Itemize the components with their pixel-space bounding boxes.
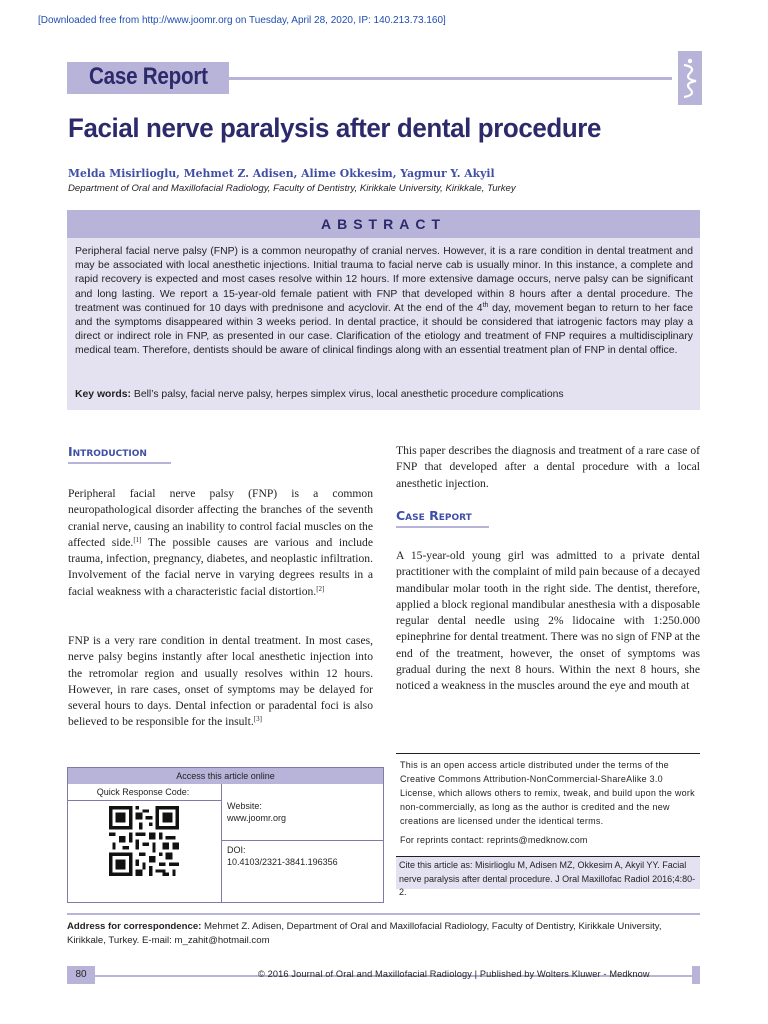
intro-p2-text: FNP is a very rare condition in dental treatment. In most cases, nerve palsy begins instantly after local anesthetic injection into the retromolar region and usually resolves within 12 hours. However, in rare cases, onset of symptoms may be delayed for several hours to days. Dental infection or paradental foci is also believed to be responsible for the insult. bbox=[68, 634, 373, 729]
access-column-divider bbox=[221, 784, 222, 902]
introduction-paragraph-1 bbox=[68, 486, 373, 600]
right-intro-paragraph: This paper describes the diagnosis and treatment of a rare case of FNP that developed after a dental procedure with a local anesthetic injection. bbox=[396, 444, 700, 490]
journal-logo-icon bbox=[678, 51, 702, 105]
open-access-rule bbox=[396, 753, 700, 754]
website-link[interactable]: www.joomr.org bbox=[227, 813, 287, 823]
keywords-list: Bell’s palsy, facial nerve palsy, herpes simplex virus, local anesthetic procedure complications bbox=[131, 389, 564, 400]
abstract-text-part2: day, movement began to return to her face and the symptoms disappeared within 3 weeks period. In dental practice, it should be considered that iatrogenic factors may play a direct or indirect role in FNP, as presented in our case. Clarification of the etiology and treatment of FNP requires a multidisciplinary medical team. Therefore, dentists should be aware of clinical findings along with an essential treatment plan of FNP in dental office. bbox=[75, 302, 693, 357]
citation-ref[interactable]: [2] bbox=[316, 584, 325, 593]
citation-ref[interactable]: [1] bbox=[133, 535, 142, 544]
access-heading: Access this article online bbox=[68, 768, 383, 784]
case-report-paragraph: A 15-year-old young girl was admitted to a private dental practitioner with the complaint of mild pain because of a decayed mandibular molar tooth in the right side. The dentist, therefore, applied a block regional mandibular anesthesia with a disposable regular dental needle using 2% lidocaine with 1:250.000 epinephrine for dental treatment. There was no sign of FNP at the end of the treatment, however, the onset of symptoms was gradual during the next 8 hours. Within the next 8 hours, she noticed a weakness in the muscles around the eye and mouth at bbox=[396, 549, 700, 693]
intro-p1-text-a: Peripheral facial nerve palsy (FNP) is a common neuropathological disorder affecting the branches of the seventh cranial nerve, causing an inability to control facial muscles on the affected side. bbox=[68, 487, 373, 549]
website-divider bbox=[222, 840, 383, 841]
case-report-heading: Case Report bbox=[396, 508, 472, 523]
article-title: Facial nerve paralysis after dental procedure bbox=[68, 113, 602, 143]
footer-tab bbox=[692, 966, 700, 984]
page-number: 80 bbox=[67, 966, 95, 984]
abstract-text-part1: Peripheral facial nerve palsy (FNP) is a common neuropathy of cranial nerves. However, it is a rare condition in dental treatment and may be associated with local anesthetic injections. Initial trauma to facial nerve cab is usually minor. In this instance, a complete and rapid recovery is expected and most cases resolve within 12 hours. If more extensive damage occurs, nerve palsy can be significant and long lasting. We report a 15-year-old female patient with FNP that developed within 8 hours after a dental procedure. The treatment was continued for 10 days with prednisone and acyclovir. At the end of the 4 bbox=[75, 246, 693, 314]
keywords-label: Key words: bbox=[75, 389, 132, 400]
intro-p1-text-b: The possible causes are various and include trauma, infection, pregnancy, diabetes, and neoplastic infiltration. Involvement of the facial nerve in varying degrees results in a facial weakness with a characteristic facial distortion. bbox=[68, 535, 373, 598]
qr-label: Quick Response Code: bbox=[96, 787, 190, 797]
address-text: Mehmet Z. Adisen, Department of Oral and Maxillofacial Radiology, Faculty of Dentistry, Kirikkale University, Kirikkale, Turkey. E-mail: m_zahit@hotmail.com bbox=[67, 921, 662, 946]
citation-ref[interactable]: [3] bbox=[253, 715, 262, 724]
download-banner[interactable]: [Downloaded free from http://www.joomr.org on Tuesday, April 28, 2020, IP: 140.213.73.160] bbox=[38, 15, 446, 26]
address-label: Address for correspondence: bbox=[67, 921, 202, 932]
reprints-contact[interactable]: For reprints contact: reprints@medknow.com bbox=[400, 835, 588, 845]
introduction-rule bbox=[68, 462, 171, 464]
abstract-text bbox=[75, 245, 693, 359]
qr-divider bbox=[68, 800, 221, 801]
affiliation: Department of Oral and Maxillofacial Radiology, Faculty of Dentistry, Kirikkale University, Kirikkale, Turkey bbox=[68, 183, 516, 194]
keywords bbox=[75, 389, 564, 400]
doi-link[interactable]: 10.4103/2321-3841.196356 bbox=[227, 857, 338, 867]
open-access-notice: This is an open access article distributed under the terms of the Creative Commons Attribution-NonCommercial-ShareAlike 3.0 License, which allows others to remix, tweak, and build upon the work non-commercially, as long as the author is credited and the new creations are licensed under the identical terms. bbox=[400, 760, 695, 826]
address-rule bbox=[67, 913, 700, 915]
abstract-heading: ABSTRACT bbox=[321, 216, 446, 232]
introduction-heading: Introduction bbox=[68, 444, 147, 459]
qr-code-icon[interactable] bbox=[109, 806, 179, 876]
introduction-paragraph-2 bbox=[68, 633, 373, 731]
authors: Melda Misirlioglu, Mehmet Z. Adisen, Alime Okkesim, Yagmur Y. Akyil bbox=[68, 166, 495, 180]
header-rule bbox=[229, 77, 672, 80]
section-label: Case Report bbox=[89, 63, 208, 90]
website-label: Website: bbox=[227, 801, 262, 811]
abstract-superscript: th bbox=[482, 301, 489, 309]
case-report-rule bbox=[396, 526, 489, 528]
footer-text: © 2016 Journal of Oral and Maxillofacial Radiology | Published by Wolters Kluwer - Medknow bbox=[258, 969, 650, 979]
cite-text: Cite this article as: Misirlioglu M, Adisen MZ, Okkesim A, Akyil YY. Facial nerve paralysis after dental procedure. J Oral Maxillofac Radiol 2016;4:80-2. bbox=[399, 860, 696, 897]
correspondence-address bbox=[67, 920, 700, 948]
doi-label: DOI: bbox=[227, 845, 246, 855]
